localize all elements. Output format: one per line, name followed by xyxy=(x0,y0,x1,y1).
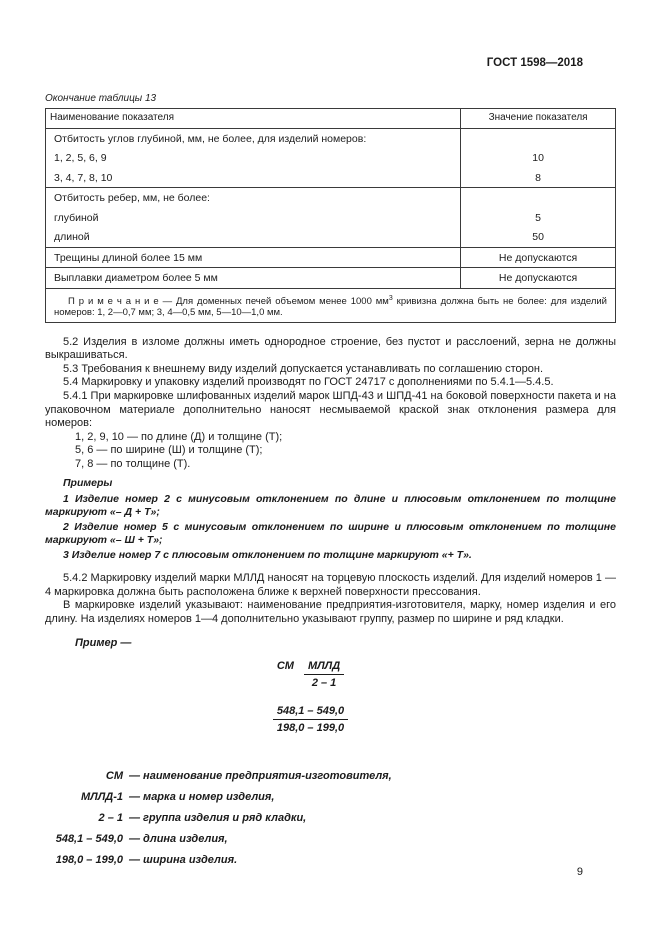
paragraph-5-4-1: 5.4.1 При маркировке шлифованных изделий марок ШПД-43 и ШПД-41 на боковой поверхности пакета и на упаковочном материале дополнительно наносят несмываемой краской знак отклонения размера для номеров: xyxy=(45,390,616,430)
legend-term: СМ xyxy=(105,770,123,783)
marking-line-1 xyxy=(277,660,344,689)
table-cell-value: 8 xyxy=(461,168,616,188)
table-header-row xyxy=(46,109,616,129)
marking-list-item: 1, 2, 9, 10 — по длине (Д) и толщине (Т); xyxy=(75,430,283,443)
legend-item xyxy=(45,791,616,804)
paragraph-5-4: 5.4 Маркировку и упаковку изделий производят по ГОСТ 24717 с дополнениями по 5.4.1—5.4.5. xyxy=(63,376,554,389)
table-row xyxy=(46,268,616,289)
fraction-denominator: 198,0 – 199,0 xyxy=(276,722,345,735)
table-header-name: Наименование показателя xyxy=(46,109,461,129)
table-row xyxy=(46,227,616,247)
table-cell-name: Отбитость ребер, мм, не более: xyxy=(46,188,461,208)
example-1: 1 Изделие номер 2 с минусовым отклонением по длине и плюсовым отклонением по толщине маркируют «– Д + Т»; xyxy=(45,493,616,519)
marking-example xyxy=(45,660,616,734)
table-note xyxy=(46,288,616,322)
legend-item xyxy=(45,812,616,825)
legend-description: — группа изделия и ряд кладки, xyxy=(129,812,307,825)
legend-description: — наименование предприятия-изготовителя, xyxy=(129,770,392,783)
examples-heading: Примеры xyxy=(63,476,113,489)
paragraph-5-3: 5.3 Требования к внешнему виду изделий допускается устанавливать по соглашению сторон. xyxy=(63,362,543,375)
table-row xyxy=(46,148,616,168)
marking-list xyxy=(75,431,616,472)
table-row xyxy=(46,128,616,148)
fraction-numerator: 548,1 – 549,0 xyxy=(273,705,348,720)
table-cell-name: Выплавки диаметром более 5 мм xyxy=(46,268,461,289)
table-cell-value xyxy=(461,188,616,208)
legend-description: — марка и номер изделия, xyxy=(129,791,275,804)
legend-item xyxy=(45,854,616,867)
table-cell-value: Не допускаются xyxy=(461,247,616,268)
marking-prefix: СМ xyxy=(276,660,294,673)
table-continuation-caption: Окончание таблицы 13 xyxy=(45,93,157,104)
body-text xyxy=(45,336,616,651)
marking-line-2 xyxy=(45,705,576,734)
table-header-value: Значение показателя xyxy=(461,109,616,129)
table-cell-value: 5 xyxy=(461,208,616,228)
marking-legend xyxy=(45,770,616,867)
marking-fraction-2 xyxy=(273,705,348,734)
note-text-before: П р и м е ч а н и е — Для доменных печей объемом менее 1000 мм xyxy=(68,295,389,307)
doc-code: ГОСТ 1598—2018 xyxy=(486,57,583,69)
paragraph-5-4-2b: В маркировке изделий указывают: наименование предприятия-изготовителя, марку, номер изделия и его длину. На изделиях номеров 1—4 дополнительно указывают группу, размер по ширине и ряд кладки. xyxy=(45,599,616,625)
legend-term: 548,1 – 549,0 xyxy=(55,833,123,846)
table-cell-value: 50 xyxy=(461,227,616,247)
legend-item xyxy=(45,770,616,783)
example-3: 3 Изделие номер 7 с плюсовым отклонением по толщине маркируют «+ Т». xyxy=(63,549,472,562)
table-cell-name: 1, 2, 5, 6, 9 xyxy=(46,148,461,168)
table-13 xyxy=(45,108,616,323)
example-label: Пример — xyxy=(75,636,132,649)
page-number: 9 xyxy=(576,866,583,878)
table-row xyxy=(46,208,616,228)
legend-description: — ширина изделия. xyxy=(129,854,238,867)
marking-list-item: 7, 8 — по толщине (Т). xyxy=(75,458,191,470)
fraction-denominator: 2 – 1 xyxy=(311,677,337,690)
table-row xyxy=(46,168,616,188)
legend-term: МЛЛД-1 xyxy=(80,791,123,804)
example-2: 2 Изделие номер 5 с минусовым отклонением по ширине и плюсовым отклонением по толщине маркируют «– Ш + Т»; xyxy=(45,521,616,547)
table-cell-name: Отбитость углов глубиной, мм, не более, для изделий номеров: xyxy=(46,128,461,148)
note-text-after: кривизна должна быть не более: для изделий номеров: 1, 2—0,7 мм; 3, 4—0,5 мм, 5—10—1,0 мм. xyxy=(54,295,607,319)
table-cell-value: 10 xyxy=(461,148,616,168)
marking-fraction-1 xyxy=(304,660,344,689)
fraction-numerator: МЛЛД xyxy=(304,660,344,675)
legend-item xyxy=(45,833,616,846)
legend-term: 198,0 – 199,0 xyxy=(55,854,123,867)
legend-term: 2 – 1 xyxy=(98,812,123,825)
table-row xyxy=(46,188,616,208)
table-note-row xyxy=(46,288,616,322)
table-cell-value xyxy=(461,128,616,148)
legend-description: — длина изделия, xyxy=(129,833,228,846)
table-cell-value: Не допускаются xyxy=(461,268,616,289)
paragraph-5-2: 5.2 Изделия в изломе должны иметь однородное строение, без пустот и расслоений, зерна не должны выкрашиваться. xyxy=(45,335,616,362)
table-cell-name: Трещины длиной более 15 мм xyxy=(46,247,461,268)
marking-list-item: 5, 6 — по ширине (Ш) и толщине (Т); xyxy=(75,444,263,457)
paragraph-5-4-2a: 5.4.2 Маркировку изделий марки МЛЛД наносят на торцевую плоскость изделий. Для изделий номеров 1 — 4 маркировка должна быть расположена ближе к верхней поверхности прессования. xyxy=(45,572,616,598)
table-row xyxy=(46,247,616,268)
note-superscript: 3 xyxy=(388,294,393,302)
table-cell-name: длиной xyxy=(46,227,461,247)
table-cell-name: 3, 4, 7, 8, 10 xyxy=(46,168,461,188)
table-cell-name: глубиной xyxy=(46,208,461,228)
